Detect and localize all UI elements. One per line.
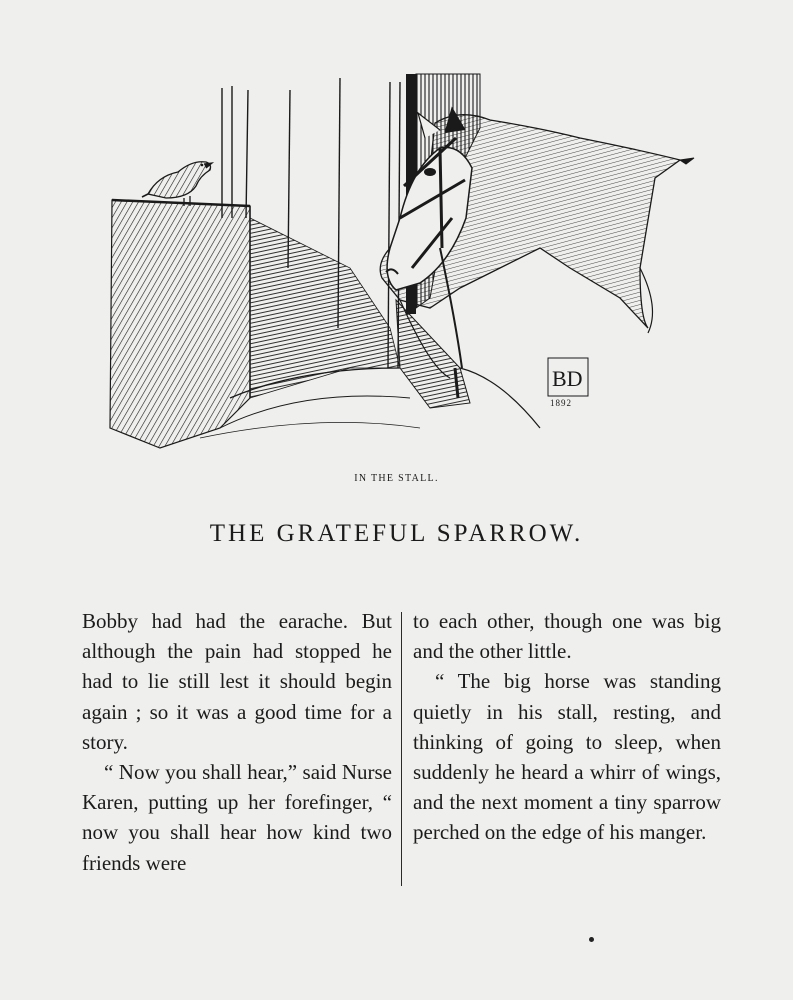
illustration-caption: IN THE STALL.	[354, 473, 439, 484]
paragraph: to each other, though one was big and the other little.	[413, 609, 721, 664]
page-speck	[589, 937, 594, 942]
page-title: THE GRATEFUL SPARROW.	[209, 520, 584, 547]
manger-partition	[110, 200, 420, 448]
svg-text:BD: BD	[552, 366, 583, 391]
stall-illustration	[100, 68, 710, 468]
paragraph: “ Now you shall hear,” said Nurse Karen, putting up her forefinger, “ now you shall hear how kind two friends were	[82, 760, 392, 875]
artist-monogram	[548, 358, 588, 408]
paragraph: Bobby had had the earache. But although the pain had stopped he had to lie still lest it should begin again ; so it was a good time for a story.	[82, 609, 392, 754]
sparrow-drawing	[142, 162, 212, 206]
left-text-column	[82, 606, 392, 878]
right-text-column	[413, 606, 721, 848]
svg-text:1892: 1892	[550, 398, 572, 408]
paragraph: “ The big horse was standing quietly in his stall, resting, and thinking of going to sleep, when suddenly he heard a whirr of wings, and the next moment a tiny sparrow perched on the edge of his manger.	[413, 669, 721, 845]
column-divider	[401, 612, 402, 886]
